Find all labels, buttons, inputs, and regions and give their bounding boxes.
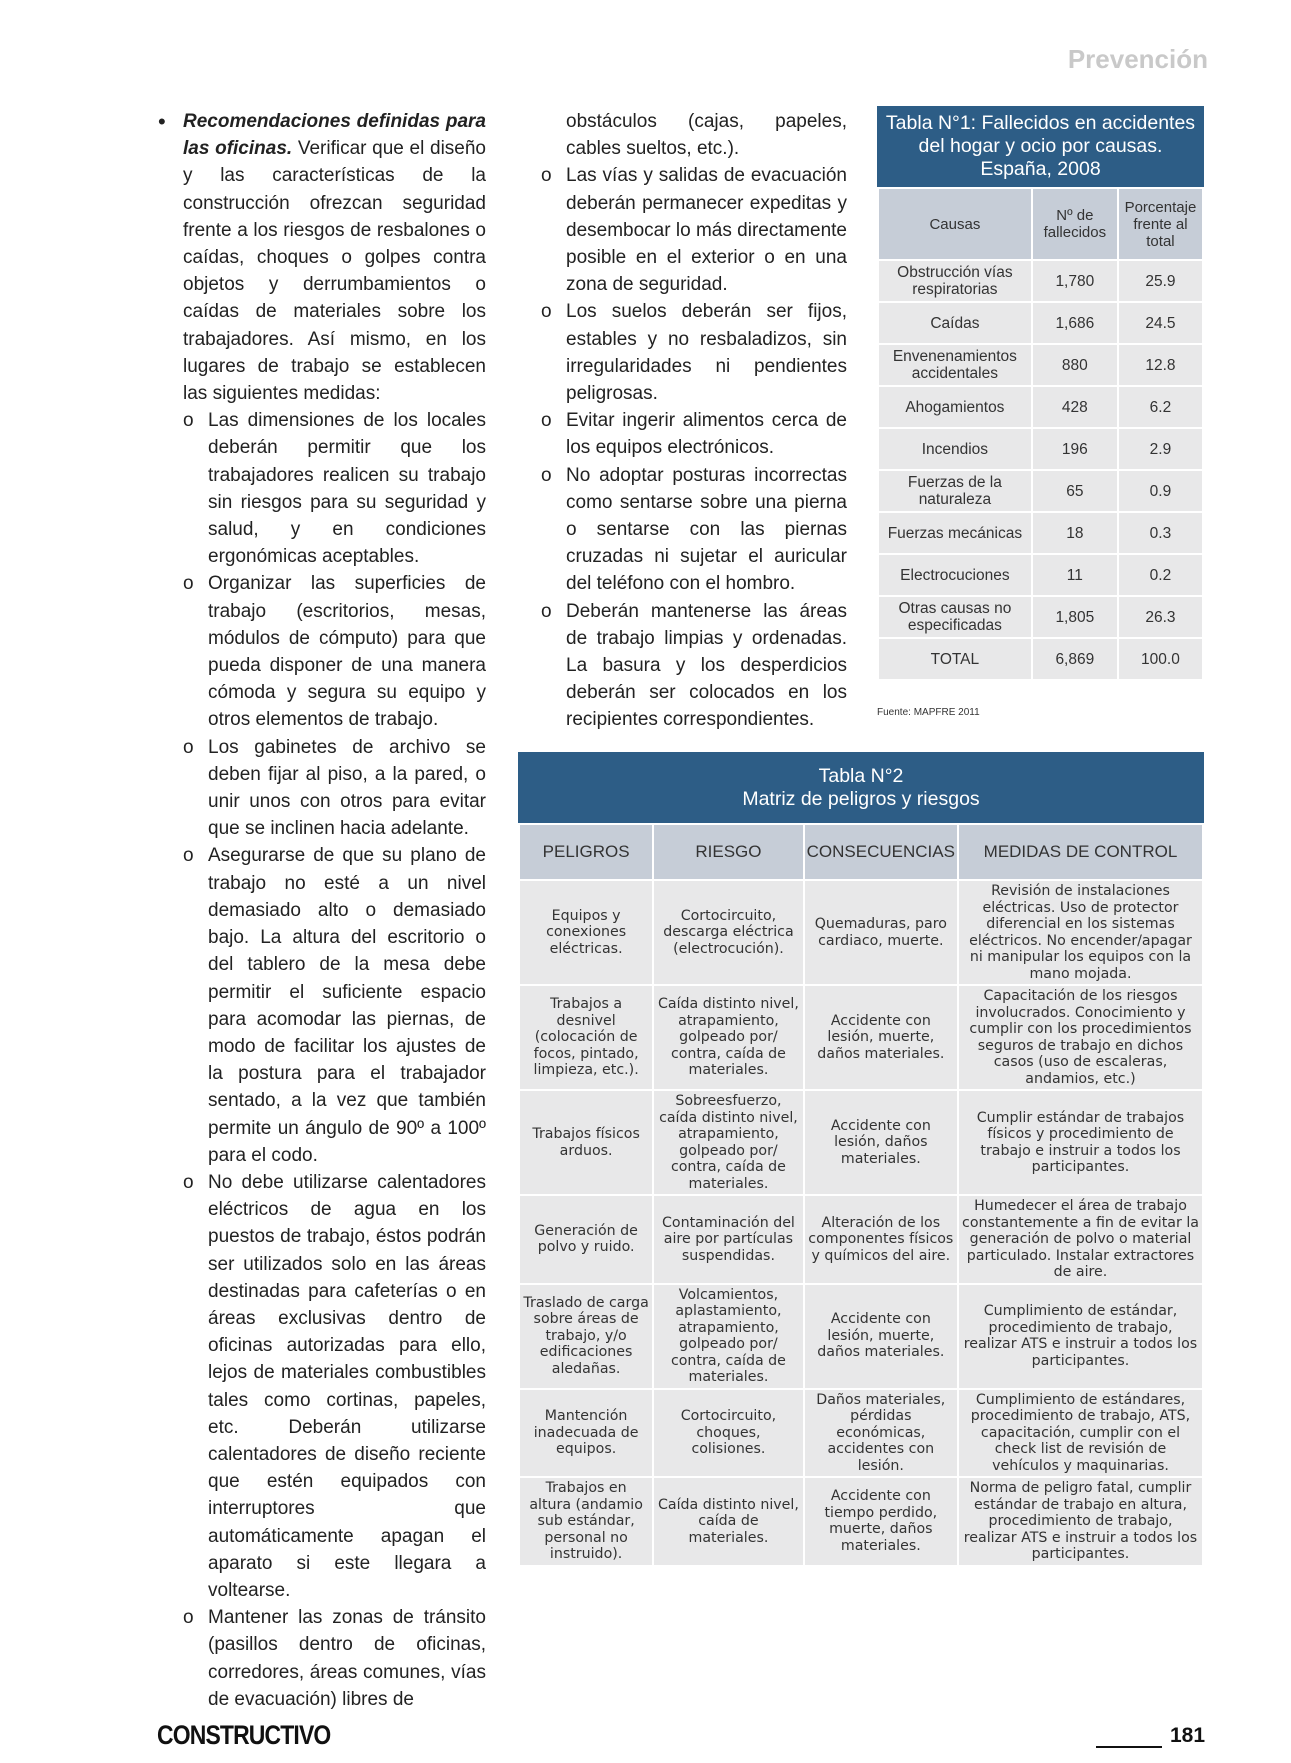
table-header-row <box>878 188 1203 260</box>
table-cell: Accidente con lesión, daños materiales. <box>804 1090 958 1195</box>
table-fallecidos <box>877 106 1204 681</box>
list-item: o Evitar ingerir alimentos cerca de los equipos electrónicos. <box>541 407 847 461</box>
table-cell: Electrocuciones <box>878 554 1032 596</box>
table-cell: Caída distinto nivel, atrapamiento, golpeado por/ contra, caída de materiales. <box>653 985 803 1090</box>
table-cell: Obstrucción vías respiratorias <box>878 260 1032 302</box>
table-cell: Revisión de instalaciones eléctricas. Uso de protector diferencial en los sistemas eléctricos. No encender/apagar ni manipular los equipos con la mano mojada. <box>958 880 1203 985</box>
page-number: 181 <box>1170 1724 1206 1747</box>
table-cell: Caída distinto nivel, caída de materiales. <box>653 1477 803 1566</box>
list-item: o No adoptar posturas incorrectas como sentarse sobre una pierna o sentarse con las piernas cruzadas ni sujetar el auricular del teléfono con el hombro. <box>541 462 847 598</box>
table-cell: 65 <box>1032 470 1118 512</box>
table-cell: Quemaduras, paro cardiaco, muerte. <box>804 880 958 985</box>
table-cell: 1,805 <box>1032 596 1118 638</box>
table-cell: Contaminación del aire por partículas suspendidas. <box>653 1195 803 1284</box>
column-header: Nº de fallecidos <box>1032 188 1118 260</box>
table-cell: 1,780 <box>1032 260 1118 302</box>
list-item: o Mantener las zonas de tránsito (pasillos dentro de oficinas, corredores, áreas comunes, vías de evacuación) libres de <box>183 1604 486 1713</box>
table-cell: Incendios <box>878 428 1032 470</box>
table-row <box>519 1389 1203 1478</box>
page-rule <box>1096 1746 1162 1748</box>
list-item: o Las dimensiones de los locales deberán permitir que los trabajadores realicen su trabajo sin riesgos para su seguridad y salud, y en condiciones ergonómicas aceptables. <box>183 407 486 570</box>
table-cell: Accidente con lesión, muerte, daños materiales. <box>804 1284 958 1389</box>
list-item: o Los gabinetes de archivo se deben fijar al piso, a la pared, o unir unos con otros para evitar que se inclinen hacia adelante. <box>183 734 486 843</box>
table-row <box>519 1477 1203 1566</box>
table-cell: Ahogamientos <box>878 386 1032 428</box>
list-item: o Deberán mantenerse las áreas de trabajo limpias y ordenadas. La basura y los desperdicios deberán ser colocados en los recipientes correspondientes. <box>541 598 847 734</box>
table-cell: Caídas <box>878 302 1032 344</box>
table-row <box>878 596 1203 638</box>
table-cell: Cortocircuito, choques, colisiones. <box>653 1389 803 1478</box>
intro-text: Verificar que el diseño y las características de la construcción ofrezcan seguridad frente a los riesgos de resbalones o caídas, choques o golpes contra objetos y derrumbamientos o caídas de materiales sobre los trabajadores. Así mismo, en los lugares de trabajo se establecen las siguientes medidas: <box>183 138 486 405</box>
table-cell: Cortocircuito, descarga eléctrica (electrocución). <box>653 880 803 985</box>
table-cell: 196 <box>1032 428 1118 470</box>
table-cell: Cumplir estándar de trabajos físicos y procedimiento de trabajo e instruir a todos los participantes. <box>958 1090 1203 1195</box>
table-cell: Norma de peligro fatal, cumplir estándar de trabajo en altura, procedimiento de trabajo, realizar ATS e instruir a todos los participantes. <box>958 1477 1203 1566</box>
list-item: o Las vías y salidas de evacuación deberán permanecer expeditas y desembocar lo más directamente posible en el exterior o en una zona de seguridad. <box>541 162 847 298</box>
table-cell: 18 <box>1032 512 1118 554</box>
table-row <box>519 985 1203 1090</box>
column-header: RIESGO <box>653 824 803 880</box>
table-row <box>878 638 1203 680</box>
table-matriz-peligros <box>518 752 1204 1567</box>
table-cell: 428 <box>1032 386 1118 428</box>
table-cell: Cumplimiento de estándar, procedimiento de trabajo, realizar ATS e instruir a todos los participantes. <box>958 1284 1203 1389</box>
list-item: o No debe utilizarse calentadores eléctricos de agua en los puestos de trabajo, éstos podrán ser utilizados solo en las áreas destinadas para cafeterías o en áreas exclusivas dentro de oficinas autorizadas para ello, lejos de materiales combustibles tales como cortinas, papeles, etc. Deberán utilizarse calentadores de diseño reciente que estén equipados con interruptores que automáticamente apagan el aparato si este llegara a voltearse. <box>183 1169 486 1604</box>
table1-source: Fuente: MAPFRE 2011 <box>877 707 980 718</box>
table-header-row <box>519 824 1203 880</box>
table-row <box>878 554 1203 596</box>
table-cell: 26.3 <box>1118 596 1203 638</box>
section-title: Prevención <box>1067 44 1208 74</box>
table-cell: Alteración de los componentes físicos y químicos del aire. <box>804 1195 958 1284</box>
table-cell: Equipos y conexiones eléctricas. <box>519 880 653 985</box>
table-cell: 6.2 <box>1118 386 1203 428</box>
table-cell: 0.3 <box>1118 512 1203 554</box>
table-cell: 100.0 <box>1118 638 1203 680</box>
column-header: MEDIDAS DE CONTROL <box>958 824 1203 880</box>
table2-body <box>519 880 1203 1566</box>
continuation-text: obstáculos (cajas, papeles, cables sueltos, etc.). <box>566 111 847 160</box>
table-cell: Mantención inadecuada de equipos. <box>519 1389 653 1478</box>
table-row <box>878 428 1203 470</box>
list-item: o Los suelos deberán ser fijos, estables y no resbaladizos, sin irregularidades ni pendientes peligrosas. <box>541 298 847 407</box>
table-cell: Humedecer el área de trabajo constantemente a fin de evitar la generación de polvo o material particulado. Instalar extractores de aire. <box>958 1195 1203 1284</box>
table-row <box>519 1284 1203 1389</box>
table-cell: 11 <box>1032 554 1118 596</box>
table-row <box>878 260 1203 302</box>
table2-title-line2: Matriz de peligros y riesgos <box>742 788 980 810</box>
list-item: o Organizar las superficies de trabajo (escritorios, mesas, módulos de cómputo) para que pueda disponer de una manera cómoda y segura su equipo y otros elementos de trabajo. <box>183 570 486 733</box>
table-row <box>878 386 1203 428</box>
table-row <box>878 512 1203 554</box>
table-cell: Otras causas no especificadas <box>878 596 1032 638</box>
table-cell: Traslado de carga sobre áreas de trabajo, y/o edificaciones aledañas. <box>519 1284 653 1389</box>
table-cell: 2.9 <box>1118 428 1203 470</box>
table-cell: 6,869 <box>1032 638 1118 680</box>
table-cell: Fuerzas de la naturaleza <box>878 470 1032 512</box>
table-row <box>519 1195 1203 1284</box>
table-cell: Volcamientos, aplastamiento, atrapamiento, golpeado por/ contra, caída de materiales. <box>653 1284 803 1389</box>
table-cell: Accidente con tiempo perdido, muerte, daños materiales. <box>804 1477 958 1566</box>
table-row <box>878 470 1203 512</box>
text-column-1 <box>158 108 486 1713</box>
table-cell: Trabajos a desnivel (colocación de focos, pintado, limpieza, etc.). <box>519 985 653 1090</box>
table-cell: Sobreesfuerzo, caída distinto nivel, atrapamiento, golpeado por/ contra, caída de materiales. <box>653 1090 803 1195</box>
table-cell: Trabajos físicos arduos. <box>519 1090 653 1195</box>
table-cell: Capacitación de los riesgos involucrados. Conocimiento y cumplir con los procedimientos seguros de trabajo en dichos casos (uso de escaleras, andamios, etc.) <box>958 985 1203 1090</box>
table-cell: Fuerzas mecánicas <box>878 512 1032 554</box>
table-cell: Generación de polvo y ruido. <box>519 1195 653 1284</box>
table-row <box>878 344 1203 386</box>
table-cell: 0.2 <box>1118 554 1203 596</box>
table-cell: 0.9 <box>1118 470 1203 512</box>
table-cell: Envenenamientos accidentales <box>878 344 1032 386</box>
table-row <box>878 302 1203 344</box>
table-row <box>519 1090 1203 1195</box>
table-cell: 1,686 <box>1032 302 1118 344</box>
table-cell: 24.5 <box>1118 302 1203 344</box>
magazine-logo: CONSTRUCTIVO <box>157 1720 331 1750</box>
table1-title: Tabla N°1: Fallecidos en accidentes del hogar y ocio por causas. España, 2008 <box>877 106 1204 187</box>
table-cell: 12.8 <box>1118 344 1203 386</box>
table-row <box>519 880 1203 985</box>
column-header: Porcentaje frente al total <box>1118 188 1203 260</box>
column-header: Causas <box>878 188 1032 260</box>
column-header: CONSECUENCIAS <box>804 824 958 880</box>
list-item: o Asegurarse de que su plano de trabajo no esté a un nivel demasiado alto o demasiado bajo. La altura del escritorio o del tablero de la mesa debe permitir el suficiente espacio para acomodar las piernas, de modo de facilitar los ajustes de la postura para el trabajador sentado, a la vez que también permite un ángulo de 90º a 100º para el codo. <box>183 842 486 1168</box>
column-header: PELIGROS <box>519 824 653 880</box>
intro-bold: Recomendaciones definidas para las oficinas. <box>183 111 486 160</box>
table1-body <box>878 260 1203 680</box>
table2-title <box>518 752 1204 823</box>
table-cell: 25.9 <box>1118 260 1203 302</box>
text-column-2 <box>541 108 847 734</box>
table-cell: 880 <box>1032 344 1118 386</box>
table2-title-line1: Tabla N°2 <box>818 765 904 787</box>
table-cell: Trabajos en altura (andamio sub estándar, personal no instruido). <box>519 1477 653 1566</box>
main-bullet <box>158 108 486 1713</box>
table-cell: Accidente con lesión, muerte, daños materiales. <box>804 985 958 1090</box>
table-cell: Cumplimiento de estándares, procedimiento de trabajo, ATS, capacitación, cumplir con el check list de revisión de vehículos y maquinarias. <box>958 1389 1203 1478</box>
table-cell: Daños materiales, pérdidas económicas, accidentes con lesión. <box>804 1389 958 1478</box>
table-cell: TOTAL <box>878 638 1032 680</box>
